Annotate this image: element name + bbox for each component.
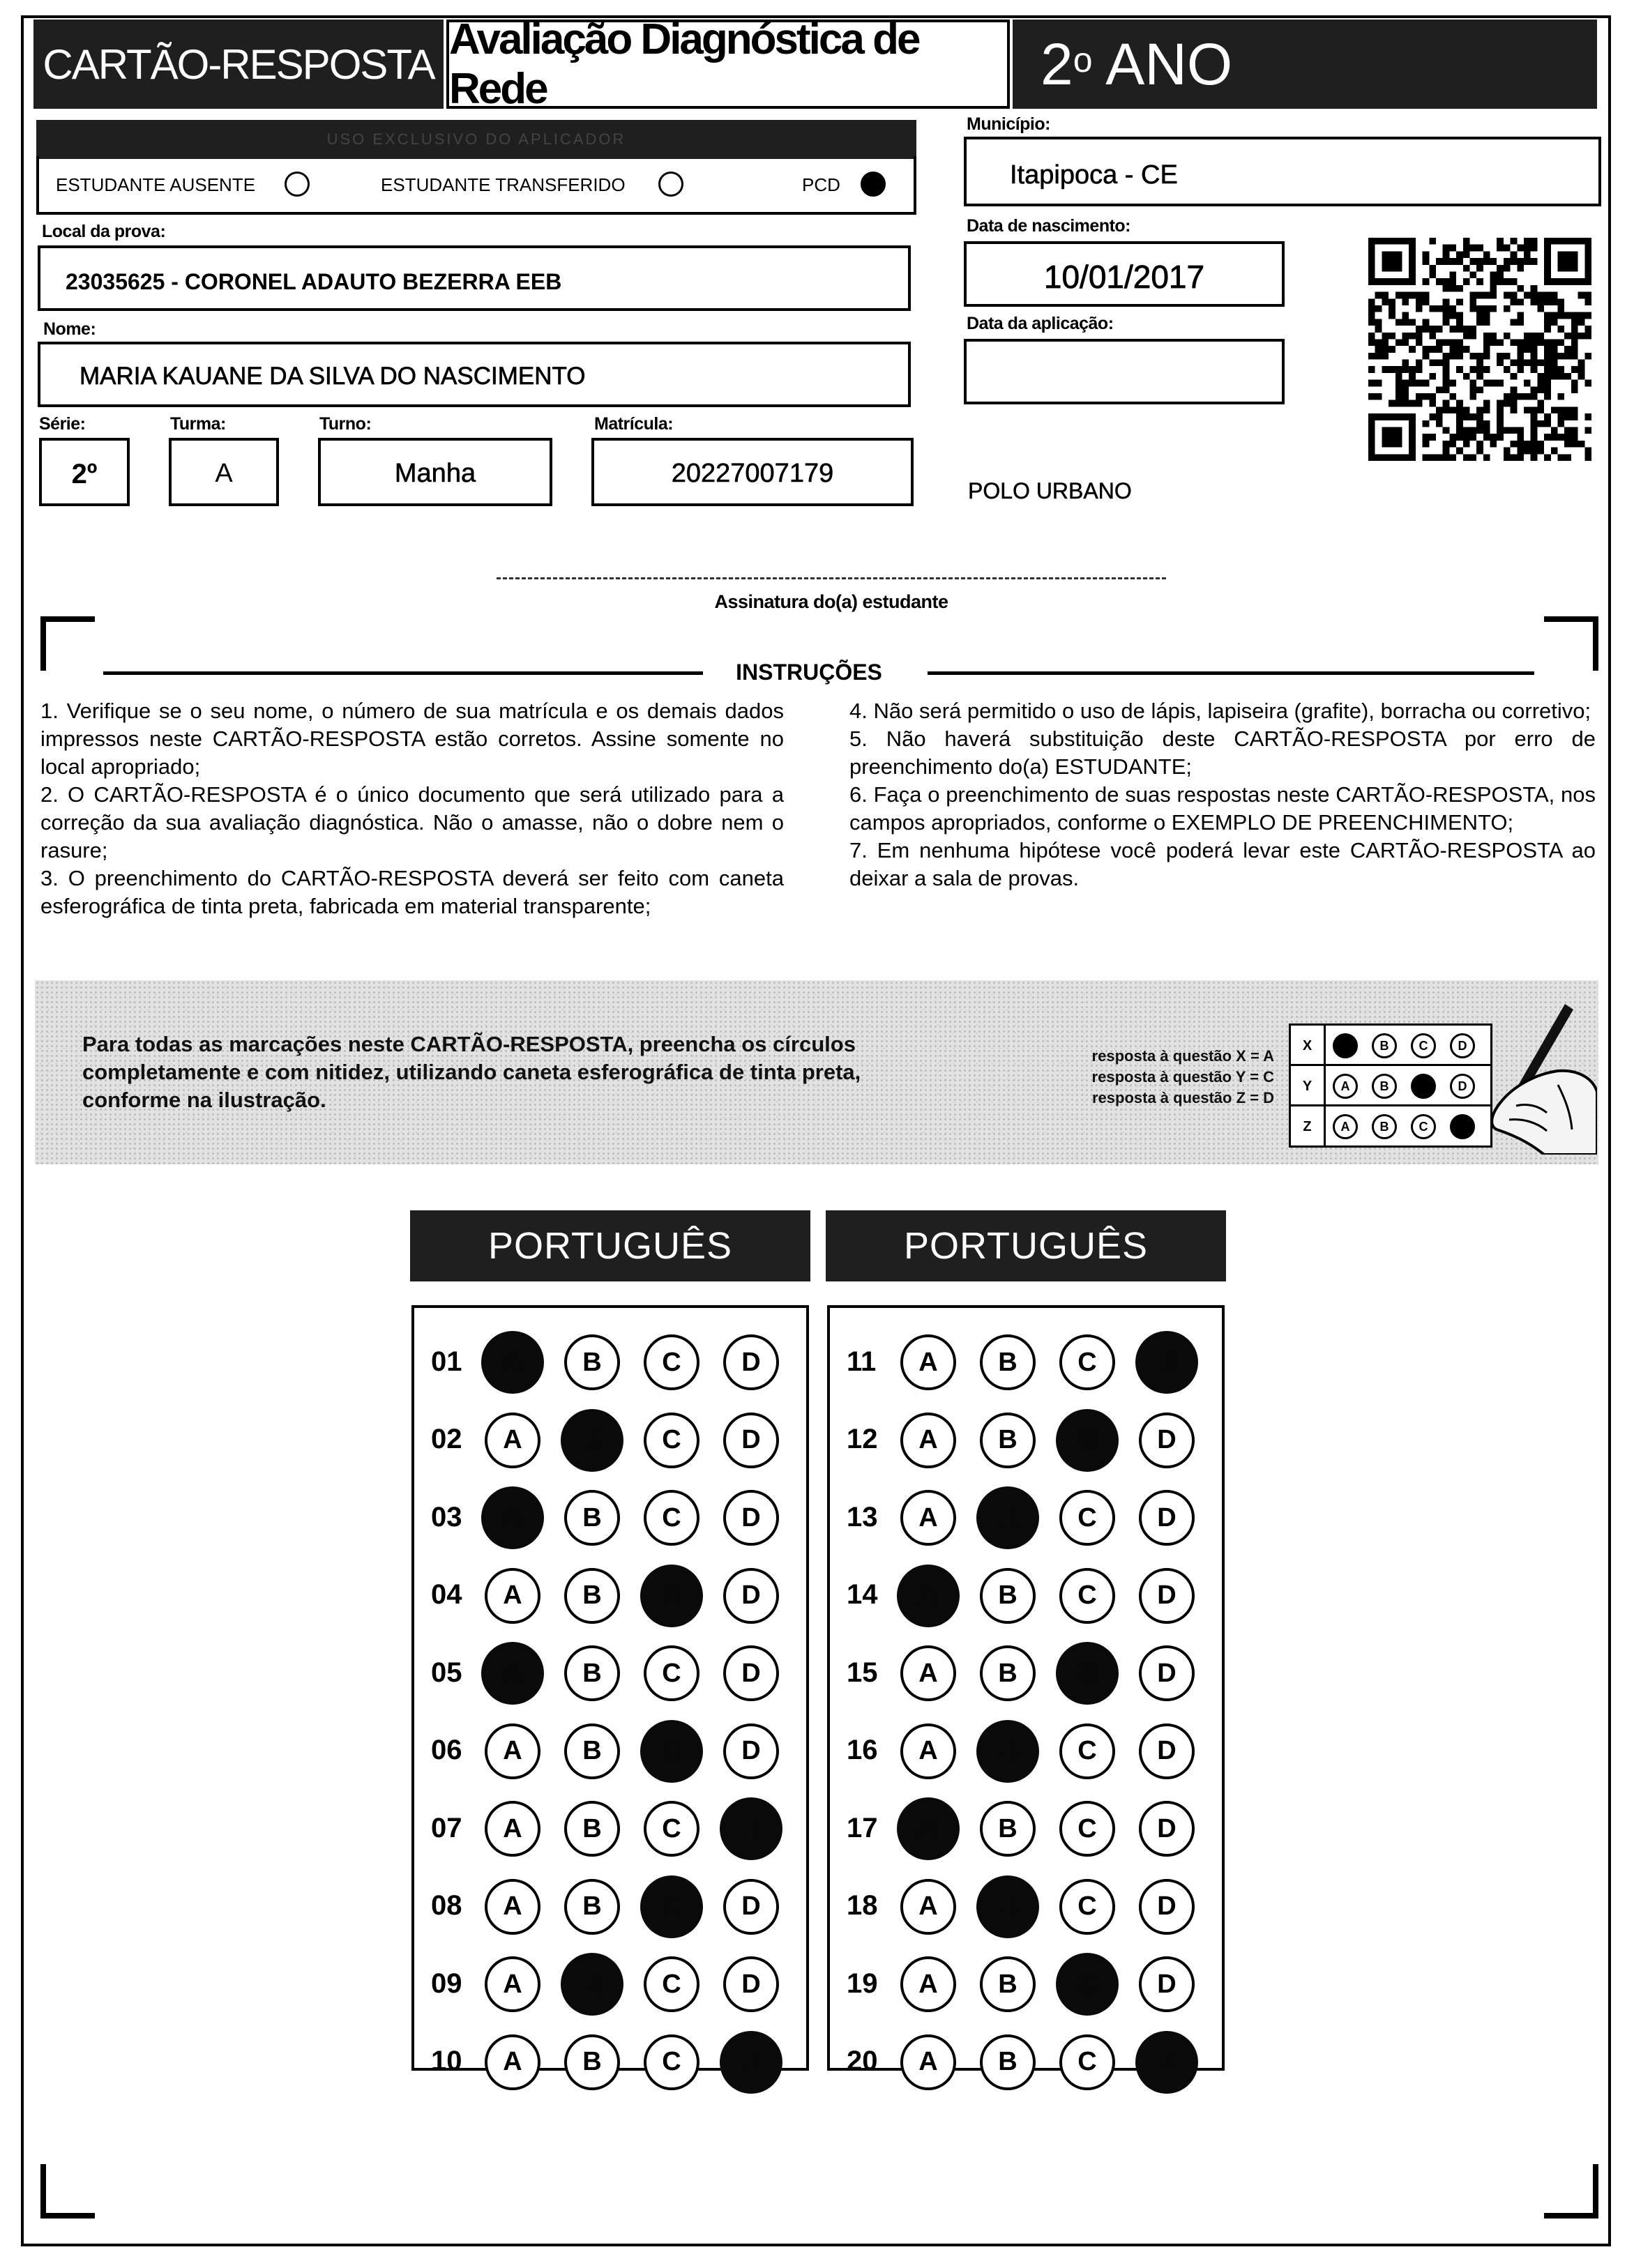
answer-bubble-a[interactable]: A: [485, 2034, 540, 2090]
answer-bubble-d[interactable]: D: [1139, 1413, 1195, 1468]
answer-bubble-d[interactable]: D: [1139, 1568, 1195, 1624]
exam-title: Avaliação Diagnóstica de Rede: [446, 20, 1010, 109]
answer-bubble-b[interactable]: B: [564, 1801, 620, 1857]
answer-bubble-b[interactable]: B: [564, 2034, 620, 2090]
example-bubble-a: A: [1333, 1114, 1358, 1139]
nascimento-value: 10/01/2017: [1043, 259, 1205, 295]
answer-bubble-b[interactable]: B: [564, 1879, 620, 1935]
answer-bubble-c[interactable]: C: [644, 1645, 699, 1701]
answer-bubble-a[interactable]: A: [481, 1331, 544, 1394]
answer-bubble-b[interactable]: B: [561, 1953, 623, 2016]
serie-label: Série:: [39, 414, 86, 434]
answer-bubble-c[interactable]: C: [1059, 1490, 1115, 1546]
card-title: CARTÃO-RESPOSTA: [33, 20, 444, 109]
applicator-box: [36, 156, 916, 215]
example-bubble-c: C: [1411, 1114, 1436, 1139]
answer-box: [827, 1305, 1225, 2076]
question-row: [830, 1952, 1222, 2015]
turno-box: [318, 438, 552, 506]
hand-pen-illustration: [1460, 1001, 1597, 1155]
answer-bubble-a[interactable]: A: [900, 1723, 956, 1779]
answer-bubble-b[interactable]: B: [976, 1720, 1039, 1783]
answer-bubble-a[interactable]: A: [900, 1413, 956, 1468]
grade-number: 2: [1041, 31, 1073, 97]
nome-label: Nome:: [43, 319, 96, 339]
answer-bubble-d[interactable]: D: [1135, 1331, 1198, 1394]
example-key: [1034, 1046, 1274, 1109]
answer-bubble-b[interactable]: B: [980, 1568, 1036, 1624]
question-row: [414, 1330, 806, 1393]
grade-word: ANO: [1092, 31, 1233, 97]
example-row-letter: X: [1291, 1026, 1326, 1066]
answer-bubble-d[interactable]: D: [723, 1413, 779, 1468]
section-title: PORTUGUÊS: [410, 1210, 810, 1281]
example-bubble-a: [1333, 1033, 1358, 1058]
answer-bubble-c[interactable]: C: [1059, 1334, 1115, 1390]
corner-mark-top-left: [40, 616, 95, 671]
pcd-label: PCD: [802, 174, 840, 195]
answer-bubble-c[interactable]: C: [1059, 1723, 1115, 1779]
answer-bubble-d[interactable]: D: [720, 2031, 782, 2094]
answer-bubble-d[interactable]: D: [723, 1334, 779, 1390]
corner-mark-bottom-right: [1544, 2164, 1598, 2218]
question-row: [830, 1408, 1222, 1471]
example-key-y: resposta à questão Y = C: [1091, 1068, 1274, 1086]
question-number: 20: [847, 2046, 878, 2076]
answer-bubble-c[interactable]: C: [1059, 1879, 1115, 1935]
instructions-right: 4. Não será permitido o uso de lápis, lapiseira (grafite), borracha ou corretivo; 5. Não haverá substituição deste CARTÃO-RESPOSTA por erro de preenchimento do(a) ESTUDANTE; 6. Faça o preenchimento de suas respostas neste CARTÃO-RESPOSTA, nos campos apropriados, conforme o EXEMPLO DE PREENCHIMENTO; 7. Em nenhuma hipótese você poderá levar este CARTÃO-RESPOSTA ao deixar a sala de provas.: [849, 699, 1596, 890]
instructions-rule-left: [103, 671, 703, 675]
question-row: [830, 1330, 1222, 1393]
answer-bubble-a[interactable]: A: [485, 1413, 540, 1468]
question-number: 18: [847, 1890, 878, 1921]
answer-bubble-b[interactable]: B: [976, 1875, 1039, 1938]
example-bubble-d: D: [1450, 1033, 1475, 1058]
answer-bubble-b[interactable]: B: [976, 1486, 1039, 1549]
question-number: 09: [431, 1968, 462, 1999]
answer-bubble-a[interactable]: A: [900, 1879, 956, 1935]
example-bubble-b: B: [1372, 1033, 1397, 1058]
question-row: [414, 1408, 806, 1471]
answer-bubble-b[interactable]: B: [564, 1568, 620, 1624]
absent-label: ESTUDANTE AUSENTE: [56, 174, 256, 195]
nascimento-box: [964, 241, 1285, 307]
question-number: 16: [847, 1735, 878, 1765]
grade-title: [1013, 20, 1597, 109]
question-row: [414, 1564, 806, 1627]
question-number: 05: [431, 1657, 462, 1688]
instructions-rule-right: [928, 671, 1534, 675]
answer-bubble-d[interactable]: D: [1139, 1801, 1195, 1857]
answer-bubble-a[interactable]: A: [900, 1645, 956, 1701]
answer-bubble-c[interactable]: C: [644, 1334, 699, 1390]
answer-bubble-c[interactable]: C: [644, 1956, 699, 2012]
answer-bubble-b[interactable]: B: [564, 1723, 620, 1779]
signature-label: Assinatura do(a) estudante: [714, 591, 948, 612]
answer-bubble-d[interactable]: D: [1139, 1645, 1195, 1701]
question-number: 03: [431, 1501, 462, 1532]
instructions-left: 1. Verifique se o seu nome, o número de sua matrícula e os demais dados impressos neste CARTÃO-RESPOSTA estão corretos. Assine somente no local apropriado; 2. O CARTÃO-RESPOSTA é o único documento que será utilizado para a correção da sua avaliação diagnóstica. Não o amasse, não o dobre nem o rasure; 3. O preenchimento do CARTÃO-RESPOSTA deverá ser feito com caneta esferográfica de tinta preta, fabricada em material transparente;: [40, 699, 784, 918]
question-row: [830, 1797, 1222, 1859]
question-row: [414, 2030, 806, 2093]
pcd-radio[interactable]: [861, 172, 886, 197]
matricula-label: Matrícula:: [594, 414, 674, 434]
grade-ordinal: o: [1073, 40, 1093, 79]
question-row: [830, 1564, 1222, 1627]
example-row-letter: Z: [1291, 1106, 1326, 1147]
answer-bubble-b[interactable]: B: [980, 1801, 1036, 1857]
question-number: 17: [847, 1812, 878, 1843]
example-row-letter: Y: [1291, 1066, 1326, 1106]
question-row: [414, 1797, 806, 1859]
turma-box: [169, 438, 279, 506]
nome-box: [38, 342, 911, 407]
answer-bubble-a[interactable]: A: [485, 1801, 540, 1857]
answer-bubble-d[interactable]: D: [723, 1879, 779, 1935]
answer-box: [411, 1305, 809, 2076]
question-row: [830, 1875, 1222, 1938]
answer-bubble-d[interactable]: D: [720, 1797, 782, 1860]
question-row: [830, 2030, 1222, 2093]
answer-bubble-d[interactable]: D: [1139, 1879, 1195, 1935]
transferred-radio[interactable]: [658, 172, 683, 197]
answer-bubble-a[interactable]: A: [485, 1956, 540, 2012]
question-number: 14: [847, 1579, 878, 1610]
local-box: [38, 245, 911, 311]
signature-line[interactable]: [497, 577, 1166, 579]
answer-bubble-d[interactable]: D: [723, 1568, 779, 1624]
matricula-value: 20227007179: [671, 459, 834, 488]
section-title: PORTUGUÊS: [826, 1210, 1226, 1281]
answer-bubble-a[interactable]: A: [900, 1956, 956, 2012]
example-bubble-d: D: [1450, 1074, 1475, 1099]
answer-bubble-b[interactable]: B: [561, 1409, 623, 1472]
question-number: 01: [431, 1346, 462, 1377]
nome-value: MARIA KAUANE DA SILVA DO NASCIMENTO: [80, 363, 586, 390]
example-key-x: resposta à questão X = A: [1091, 1047, 1274, 1065]
answer-bubble-a[interactable]: A: [897, 1797, 960, 1860]
answer-bubble-b[interactable]: B: [980, 1956, 1036, 2012]
nascimento-label: Data de nascimento:: [967, 216, 1131, 236]
answer-bubble-a[interactable]: A: [900, 1334, 956, 1390]
answer-bubble-c[interactable]: C: [1059, 1801, 1115, 1857]
answer-bubble-a[interactable]: A: [481, 1486, 544, 1549]
answer-bubble-c[interactable]: C: [644, 1801, 699, 1857]
answer-bubble-a[interactable]: A: [485, 1723, 540, 1779]
question-number: 02: [431, 1424, 462, 1454]
transferred-label: ESTUDANTE TRANSFERIDO: [381, 174, 626, 195]
question-number: 06: [431, 1735, 462, 1765]
question-number: 08: [431, 1890, 462, 1921]
matricula-box: [591, 438, 914, 506]
answer-bubble-b[interactable]: B: [980, 1645, 1036, 1701]
question-row: [830, 1719, 1222, 1782]
answer-bubble-c[interactable]: C: [1059, 2034, 1115, 2090]
applicator-bar: USO EXCLUSIVO DO APLICADOR: [36, 120, 916, 159]
turno-label: Turno:: [319, 414, 372, 434]
answer-bubble-b[interactable]: B: [564, 1490, 620, 1546]
answer-bubble-d[interactable]: D: [723, 1490, 779, 1546]
answer-bubble-c[interactable]: C: [1056, 1409, 1119, 1472]
municipio-box: [964, 137, 1601, 206]
answer-bubble-c[interactable]: C: [640, 1720, 703, 1783]
answer-bubble-c[interactable]: C: [1059, 1568, 1115, 1624]
answer-bubble-c[interactable]: C: [1056, 1642, 1119, 1705]
answer-bubble-a[interactable]: A: [900, 1490, 956, 1546]
answer-bubble-d[interactable]: D: [723, 1645, 779, 1701]
example-key-z: resposta à questão Z = D: [1091, 1089, 1274, 1106]
polo-label: POLO URBANO: [968, 478, 1132, 503]
answer-bubble-d[interactable]: D: [1139, 1723, 1195, 1779]
answer-bubble-d[interactable]: D: [723, 1956, 779, 2012]
example-text: Para todas as marcações neste CARTÃO-RESPOSTA, preencha os círculos completamente e com nitidez, utilizando caneta esferográfica de tinta preta, conforme na ilustração.: [82, 1032, 861, 1112]
local-label: Local da prova:: [42, 222, 166, 241]
answer-bubble-a[interactable]: A: [897, 1565, 960, 1627]
question-row: [414, 1641, 806, 1704]
instructions-title: INSTRUÇÕES: [736, 660, 882, 685]
question-number: 13: [847, 1501, 878, 1532]
question-number: 11: [847, 1346, 877, 1377]
example-bubble-c: C: [1411, 1033, 1436, 1058]
answer-bubble-d[interactable]: D: [1139, 1490, 1195, 1546]
answer-bubble-c[interactable]: C: [644, 1413, 699, 1468]
answer-bubble-c[interactable]: C: [640, 1565, 703, 1627]
answer-bubble-d[interactable]: D: [1139, 1956, 1195, 2012]
aplicacao-label: Data da aplicação:: [967, 314, 1114, 333]
answer-bubble-a[interactable]: A: [481, 1642, 544, 1705]
serie-box: [39, 438, 130, 506]
answer-bubble-a[interactable]: A: [485, 1568, 540, 1624]
answer-bubble-b[interactable]: B: [564, 1334, 620, 1390]
question-number: 12: [847, 1424, 878, 1454]
answer-bubble-b[interactable]: B: [980, 1334, 1036, 1390]
qr-code: [1368, 237, 1591, 462]
question-number: 19: [847, 1968, 878, 1999]
aplicacao-box: [964, 339, 1285, 404]
municipio-label: Município:: [967, 114, 1050, 134]
answer-bubble-d[interactable]: D: [723, 1723, 779, 1779]
answer-bubble-a[interactable]: A: [485, 1879, 540, 1935]
answer-bubble-b[interactable]: B: [980, 2034, 1036, 2090]
example-bubble-c: [1411, 1074, 1436, 1099]
answer-bubble-b[interactable]: B: [564, 1645, 620, 1701]
question-number: 04: [431, 1579, 462, 1610]
serie-value: 2º: [71, 459, 98, 489]
answer-bubble-c[interactable]: C: [1056, 1953, 1119, 2016]
example-bubble-a: A: [1333, 1074, 1358, 1099]
question-row: [830, 1641, 1222, 1704]
example-bubble-b: B: [1372, 1074, 1397, 1099]
question-row: [414, 1875, 806, 1938]
answer-bubble-c[interactable]: C: [640, 1875, 703, 1938]
corner-mark-top-right: [1544, 616, 1598, 671]
question-number: 07: [431, 1812, 462, 1843]
turno-value: Manha: [394, 459, 476, 488]
municipio-value: Itapipoca - CE: [1010, 160, 1178, 190]
question-number: 10: [431, 2046, 462, 2076]
answer-bubble-c[interactable]: C: [644, 2034, 699, 2090]
turma-value: A: [215, 459, 233, 488]
question-row: [830, 1486, 1222, 1548]
absent-radio[interactable]: [285, 172, 310, 197]
answer-bubble-a[interactable]: A: [900, 2034, 956, 2090]
question-row: [414, 1486, 806, 1548]
answer-bubble-b[interactable]: B: [980, 1413, 1036, 1468]
question-row: [414, 1719, 806, 1782]
answer-bubble-c[interactable]: C: [644, 1490, 699, 1546]
turma-label: Turma:: [170, 414, 226, 434]
corner-mark-bottom-left: [40, 2164, 95, 2218]
local-value: 23035625 - CORONEL ADAUTO BEZERRA EEB: [66, 269, 562, 294]
example-bubble-b: B: [1372, 1114, 1397, 1139]
answer-bubble-d[interactable]: D: [1135, 2031, 1198, 2094]
question-number: 15: [847, 1657, 878, 1688]
question-row: [414, 1952, 806, 2015]
